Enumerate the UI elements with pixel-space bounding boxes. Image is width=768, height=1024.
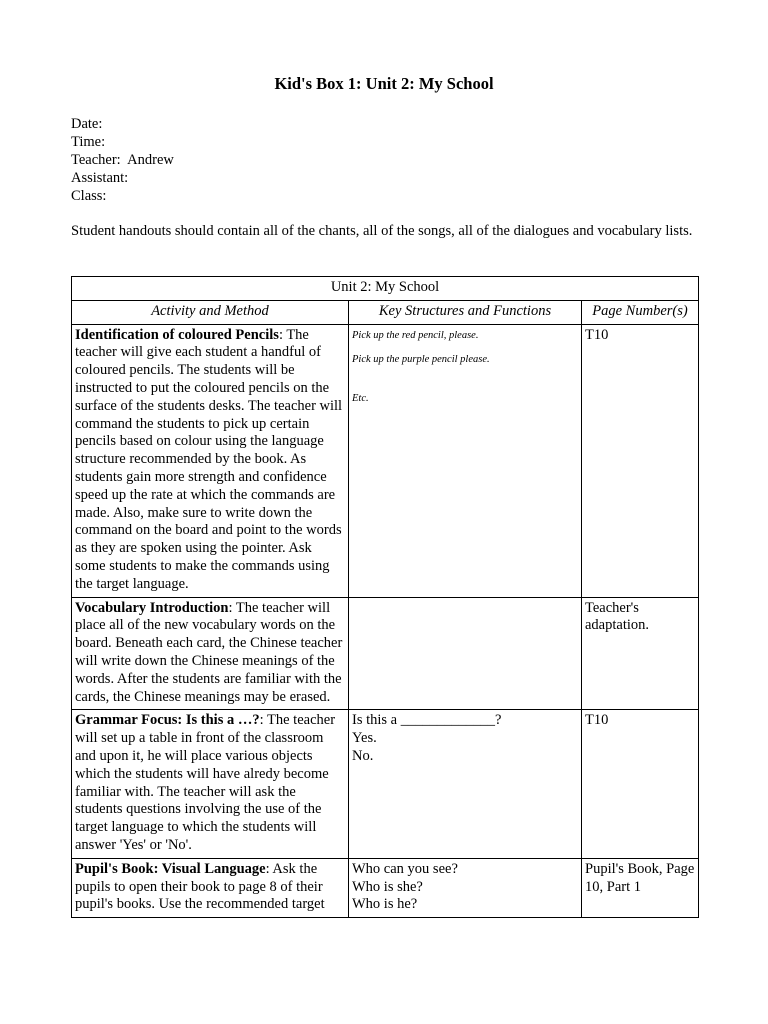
structures-cell: [349, 324, 582, 597]
table-row: [72, 710, 699, 858]
activity-text: : The teacher will place all of the new vocabulary words on the board. Beneath each card, the Chinese teacher will write down the Chinese meanings of the words. After the students are familiar with the cards, the Chinese meanings may be erased.: [75, 599, 343, 705]
pages-cell: T10: [582, 710, 699, 858]
structures-cell: [349, 858, 582, 917]
pages-cell: Pupil's Book, Page 10, Part 1: [582, 858, 699, 917]
meta-assistant: Assistant:: [71, 170, 129, 186]
table-row: [72, 858, 699, 917]
meta-date: Date:: [71, 116, 103, 132]
structure-line: Who is she?: [352, 878, 423, 895]
meta-teacher: Teacher: Andrew: [71, 152, 174, 168]
activity-text: : The teacher will set up a table in front of the classroom and upon it, he will place various objects which the students will have alredy become familiar with. The teacher will ask the students questions involving the use of the target language to which the students will answer 'Yes' or 'No'.: [75, 712, 336, 853]
structure-line: Pick up the purple pencil please.: [352, 354, 490, 366]
activity-text: : Ask the pupils to open their book to page 8 of their pupil's books. Use the recommended target: [75, 860, 325, 913]
structures-cell: [349, 597, 582, 710]
structures-cell: [349, 710, 582, 858]
structure-line: Yes.: [352, 730, 377, 747]
activity-title: Vocabulary Introduction: [75, 599, 229, 616]
table-row: [72, 597, 699, 710]
meta-class: Class:: [71, 188, 107, 204]
activity-cell: [72, 710, 349, 858]
lesson-plan-table: [71, 276, 699, 918]
meta-time: Time:: [71, 134, 106, 150]
structure-line: Pick up the red pencil, please.: [352, 329, 479, 341]
header-structures: Key Structures and Functions: [349, 300, 582, 324]
structure-line: Is this a _____________?: [352, 712, 502, 729]
structure-line: Who is he?: [352, 896, 418, 913]
structure-line: Etc.: [352, 393, 369, 405]
activity-title: Identification of coloured Pencils: [75, 326, 279, 343]
pages-cell: T10: [582, 324, 699, 597]
pages-cell: Teacher's adaptation.: [582, 597, 699, 710]
header-activity: Activity and Method: [72, 300, 349, 324]
header-pages: Page Number(s): [582, 300, 699, 324]
activity-title: Pupil's Book: Visual Language: [75, 860, 266, 877]
activity-cell: [72, 324, 349, 597]
handout-note: Student handouts should contain all of the chants, all of the songs, all of the dialogues and vocabulary lists.: [71, 223, 693, 239]
activity-text: : The teacher will give each student a handful of coloured pencils. The students will be instructed to put the coloured pencils on the surface of the students desks. The teacher will command the students to pick up certain pencils based on colour using the language structure recommended by the book. As students gain more strength and confidence speed up the rate at which the commands are made. Also, make sure to write down the command on the board and point to the words as they are spoken using the pointer. Ask some students to make the commands using the target language.: [75, 326, 343, 592]
table-row: [72, 324, 699, 597]
activity-cell: [72, 858, 349, 917]
table-caption: Unit 2: My School: [72, 277, 699, 301]
page-title: Kid's Box 1: Unit 2: My School: [274, 74, 494, 93]
lesson-meta: [71, 115, 174, 205]
structure-line: Who can you see?: [352, 860, 458, 877]
activity-cell: [72, 597, 349, 710]
activity-title: Grammar Focus: Is this a …?: [75, 712, 260, 729]
structure-line: No.: [352, 747, 374, 764]
